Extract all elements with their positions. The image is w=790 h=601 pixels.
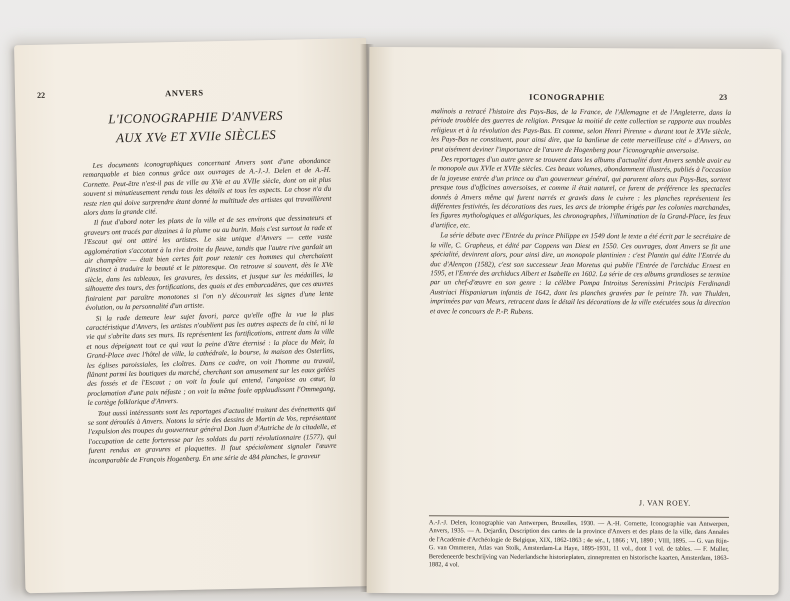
footnote-divider [429,515,729,518]
article-title [75,105,316,148]
footnote-bibliography: A.-J.-J. Delen, Iconographie van Antwerpen, Bruxelles, 1930. — A.-H. Cornette, Iconographie van Antwerpen, Anvers, 1935. — A. Dejardin, Description des cartes de la province d'Anvers et des plans de la ville, dans Annales de l'Académie d'Archéologie de Belgique, XIX, 1862-1863 ; 4e sér., I, 1866 ; VI, 1890 ; VIII, 1895. — G. van Rijn-G. van Ommeren, Atlas van Stolk, Amsterdam-La Haye, 1895-1931, 11 vol., dont 1 vol. de tables. — F. Muller, Beredeneerde beschrijving van Nederlandsche historieplaten, zinneprenten en historische kaarten, Amsterdam, 1863-1882, 4 vol. [428,519,729,569]
right-paragraph-3: La série débute avec l'Entrée du prince Philippe en 1549 dont le texte a été écrit par le secrétaire de la ville, C. Grapheus, et édité par Coppens van Diest en 1550. Ces ouvrages, dont Anvers se fit une spécialité, devinrent alors, pour ainsi dire, un monopole plantinien : c'est Plantin qui édite l'Entrée du duc d'Alençon (1582), c'est son successeur Jean Moretus qui publie l'Entrée de l'archiduc Ernest en 1595, et l'Entrée des archiducs Albert et Isabelle en 1602. La série de ces albums grandioses se termine par un chef-d'œuvre en son genre : la célèbre Pompa Introitus Serenissimi Principis Ferdinandi Austriaci Hispaniarum infantis de 1642, dont les planches gravées par le peintre Th. van Thulden, imprimées par van Meurs, retracent dans le détail les décorations de la ville exécutées sous la direction et avec le concours de P.-P. Rubens. [430,231,731,316]
right-paragraph-2: Des reportages d'un autre genre se trouvent dans les albums d'actualité dont Anvers semble avoir eu le monopole aux XVIe et XVIIe siècles. Ces beaux volumes, abondamment illustrés, publiés à l'occasion de la joyeuse entrée d'un prince ou d'un gouverneur général, qui parurent alors aux Pays-Bas, sortent presque tous d'officines anversoises, et comme il était naturel, ce furent de préférence les spectacles donnés à Anvers même qui furent narrés et gravés dans le cuivre : les planches représentent les différentes festivités, les décorations des rues, les arcs de triomphe érigés par les colonies marchandes, les figures mythologiques et allégoriques, les chronographes, l'illumination de la Grand-Place, les feux d'artifice, etc. [430,155,731,230]
author-signature: J. VAN ROEY. [639,498,691,508]
left-paragraph-2: Il faut d'abord noter les plans de la ville et de ses environs que dessinateurs et graveurs ont tracés par dizaines à la plume ou au burin. Mais c'est surtout la rade et l'Escaut qui ont attiré les artistes. Le site unique d'Anvers — cette vaste agglomération s'accotant à la rive droite du fleuve, tandis que l'autre rive gardait un air champêtre — était bien certes fait pour retenir ces hommes qui cherchaient d'instinct à traduire la beauté et le pittoresque. On retrouve si souvent, dès le XVe siècle, dans les tableaux, les gravures, les dessins, et jusque sur les médailles, la silhouette des tours, des fortifications, des quais et des embarcadères, que ces œuvres finiraient par paraître monotones si l'on n'y découvrait les signes d'une lente évolution, ou la personnalité d'un artiste. [83,214,334,313]
left-body-text [83,157,340,582]
right-body-text [429,107,731,499]
left-paragraph-3: Si la rade demeure leur sujet favori, parce qu'elle offre la vue la plus caractéristique d'Anvers, les artistes n'oublient pas les autres aspects de la cité, ni la vie qui s'abrite dans ses murs. Ils représentent les fortifications, entrent dans la ville et nous dépeignent tout ce qui vaut la peine d'être éternisé : la place du Meir, la Grand-Place avec l'hôtel de ville, la cathédrale, la bourse, la maison des Osterlins, les églises paroissiales, les cloîtres. Dans ce cadre, on voit l'homme au travail, flânant parmi les boutiques du marché, cherchant son amusement sur les eaux gelées des fossés et de l'Escaut ; on voit la foule qui entend, l'angoisse au cœur, la proclamation d'une paix néfaste ; on voit la même foule applaudissant l'Ommegang, le cortège folklorique d'Anvers. [85,309,336,408]
left-paragraph-4: Tout aussi intéressants sont les reportages d'actualité traitant des événements qui se sont déroulés à Anvers. Notons la série des dessins de Martin de Vos, représentant l'expulsion des troupes du gouverneur général Don Juan d'Autriche de la citadelle, et l'occupation de cette forteresse par les soldats du parti révolutionnaire (1577), qui furent rendus en gravures et plaquettes. Il faut spécialement signaler l'œuvre incomparable de François Hogenberg. En une série de 484 planches, le graveur [87,404,337,465]
right-page-number: 23 [719,92,728,102]
left-paragraph-1: Les documents iconographiques concernant Anvers sont d'une abondance remarquable et bien connus grâce aux ouvrages de A.-J.-J. Delen et de A.-H. Cornette. Peut-être n'est-il pas de ville au XVe et au XVIIe siècle, dont on ait plus souvent si minutieusement rendu tous les détails et tous les aspects. La chose n'a du reste rien qui doive surprendre étant donné la multitude des artistes qui travaillèrent alors dans la grande cité. [82,156,332,217]
left-page [14,38,377,593]
right-paragraph-1: malinois a retracé l'histoire des Pays-Bas, de la France, de l'Allemagne et de l'Angleterre, dans la période troublée des guerres de religion. Presque la moitié de cette collection se rapporte aux troubles religieux et à la révolution des Pays-Bas. Et comme, selon Henri Pirenne « durant tout le XVIe siècle, les Pays-Bas ne constituent, pour ainsi dire, que la banlieue de cette merveilleuse cité » d'Anvers, on peut aisément deviner l'importance de l'œuvre de Hogenberg pour l'iconographie anversoise. [430,107,732,155]
right-running-head: ICONOGRAPHIE [529,91,605,103]
left-page-number: 22 [37,90,46,100]
article-title-line-1: L'ICONOGRAPHIE D'ANVERS [108,107,284,127]
right-page [367,47,782,595]
article-title-line-2: AUX XVe ET XVIIe SIÈCLES [115,126,277,146]
left-running-head: ANVERS [165,87,204,99]
